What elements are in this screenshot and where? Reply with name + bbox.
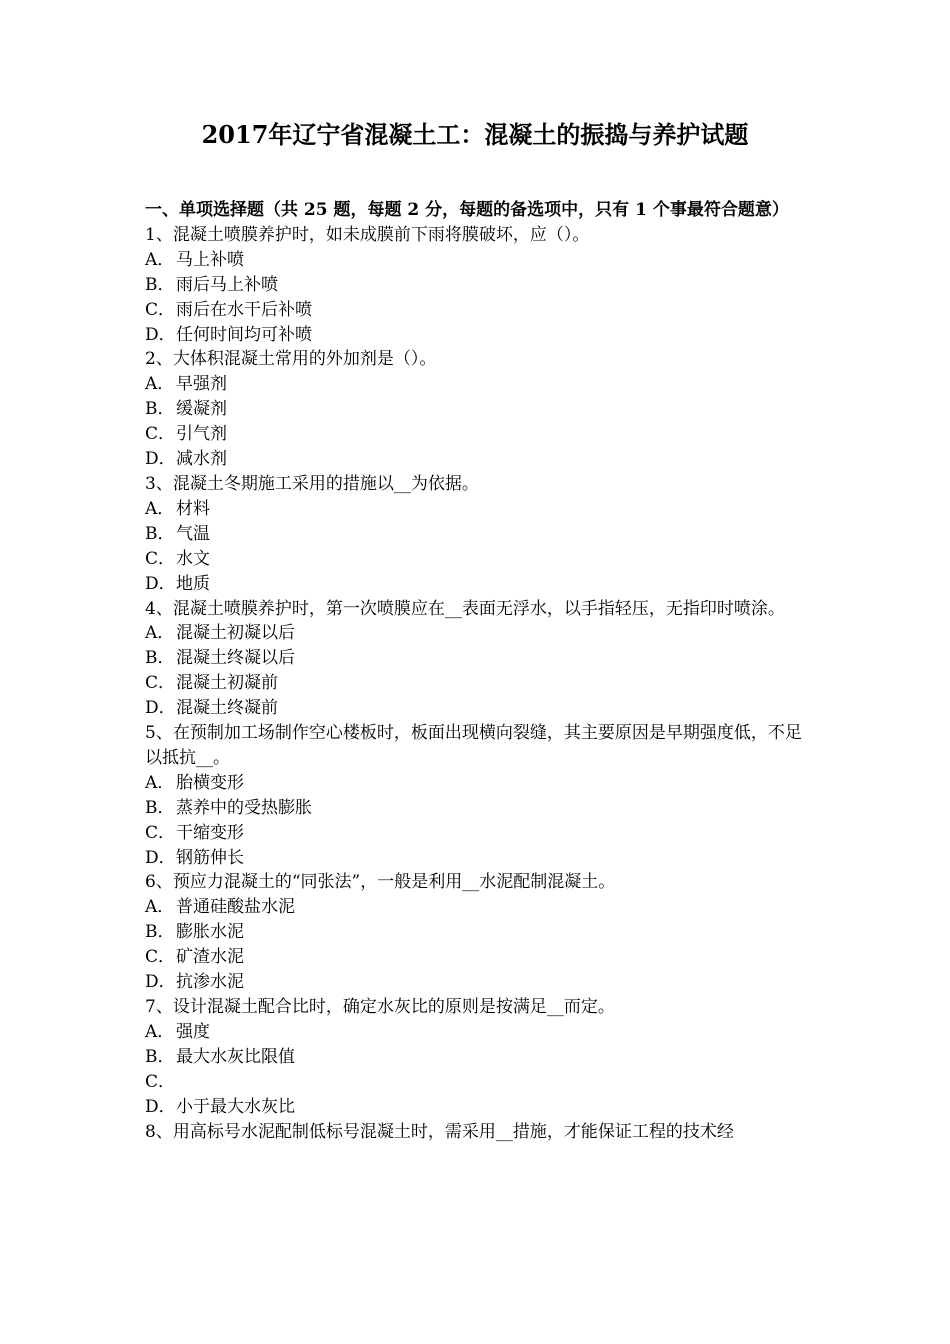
option-text: 地质 — [176, 573, 210, 594]
option-text: 小于最大水灰比 — [176, 1096, 295, 1117]
option-text: 材料 — [176, 498, 210, 519]
option-b — [145, 397, 810, 422]
option-letter: A． — [145, 623, 175, 644]
option-a — [145, 372, 810, 397]
option-b — [145, 1045, 810, 1070]
document-title: 2017年辽宁省混凝土工：混凝土的振捣与养护试题 — [201, 120, 749, 149]
option-text: 钢筋伸长 — [176, 847, 244, 868]
option-text: 雨后在水干后补喷 — [176, 299, 312, 320]
option-d — [145, 447, 810, 472]
option-letter: C． — [145, 548, 176, 569]
option-letter: A． — [145, 772, 175, 793]
option-letter: D． — [145, 972, 176, 993]
option-text: 缓凝剂 — [176, 399, 227, 420]
option-text: 引气剂 — [176, 424, 227, 445]
option-letter: B． — [145, 274, 175, 295]
option-letter: A． — [145, 897, 175, 918]
question-3 — [145, 472, 810, 597]
option-text: 混凝土终凝前 — [176, 698, 278, 719]
question-8 — [145, 1120, 810, 1145]
option-letter: B． — [145, 648, 175, 669]
option-text: 水文 — [176, 548, 210, 569]
option-d — [145, 323, 810, 348]
option-letter: D． — [145, 573, 176, 594]
document-body — [145, 198, 810, 1144]
option-text: 最大水灰比限值 — [176, 1046, 295, 1067]
option-c — [145, 945, 810, 970]
option-letter: D． — [145, 1096, 176, 1117]
question-text: 5、在预制加工场制作空心楼板时，板面出现横向裂缝，其主要原因是早期强度低，不足以抵抗__。 — [145, 723, 802, 768]
option-d — [145, 970, 810, 995]
option-letter: C． — [145, 1071, 176, 1092]
option-text: 任何时间均可补喷 — [176, 324, 312, 345]
option-c — [145, 671, 810, 696]
question-text: 2、大体积混凝土常用的外加剂是（）。 — [145, 349, 437, 370]
option-b — [145, 273, 810, 298]
option-letter: C． — [145, 299, 176, 320]
option-letter: C． — [145, 947, 176, 968]
option-b — [145, 522, 810, 547]
option-letter: B． — [145, 922, 175, 943]
option-letter: B． — [145, 1046, 175, 1067]
option-letter: C． — [145, 822, 176, 843]
option-letter: D． — [145, 847, 176, 868]
option-letter: B． — [145, 399, 175, 420]
option-a — [145, 771, 810, 796]
option-text: 减水剂 — [176, 449, 227, 470]
option-letter: D． — [145, 324, 176, 345]
option-c — [145, 298, 810, 323]
question-2 — [145, 347, 810, 472]
option-letter: D． — [145, 698, 176, 719]
question-4 — [145, 597, 810, 722]
question-6 — [145, 870, 810, 995]
question-text: 4、混凝土喷膜养护时，第一次喷膜应在__表面无浮水，以手指轻压，无指印时喷涂。 — [145, 598, 785, 619]
option-text: 混凝土初凝以后 — [176, 623, 295, 644]
option-text: 蒸养中的受热膨胀 — [176, 797, 312, 818]
option-text: 强度 — [176, 1021, 210, 1042]
option-letter: A． — [145, 498, 175, 519]
option-letter: D． — [145, 449, 176, 470]
option-a — [145, 895, 810, 920]
option-d — [145, 696, 810, 721]
option-c — [145, 1070, 810, 1095]
option-letter: B． — [145, 797, 175, 818]
option-c — [145, 821, 810, 846]
option-text: 干缩变形 — [176, 822, 244, 843]
option-d — [145, 1095, 810, 1120]
option-letter: A． — [145, 1021, 175, 1042]
option-text: 气温 — [176, 523, 210, 544]
question-7 — [145, 995, 810, 1120]
option-d — [145, 846, 810, 871]
question-text: 1、混凝土喷膜养护时，如未成膜前下雨将膜破坏，应（）。 — [145, 224, 590, 245]
option-c — [145, 547, 810, 572]
question-text: 8、用高标号水泥配制低标号混凝土时，需采用__措施，才能保证工程的技术经 — [145, 1121, 734, 1142]
option-b — [145, 646, 810, 671]
option-text: 雨后马上补喷 — [176, 274, 278, 295]
option-text: 马上补喷 — [176, 249, 244, 270]
option-b — [145, 920, 810, 945]
option-letter: C． — [145, 673, 176, 694]
option-text: 普通硅酸盐水泥 — [176, 897, 295, 918]
option-text: 胎横变形 — [176, 772, 244, 793]
question-1 — [145, 223, 810, 348]
section-heading: 一、单项选择题（共 25 题，每题 2 分，每题的备选项中，只有 1 个事最符合题意） — [145, 200, 789, 220]
option-text: 膨胀水泥 — [176, 922, 244, 943]
option-text: 矿渣水泥 — [176, 947, 244, 968]
option-letter: B． — [145, 523, 175, 544]
option-letter: C． — [145, 424, 176, 445]
question-text: 3、混凝土冬期施工采用的措施以__为依据。 — [145, 473, 479, 494]
option-b — [145, 796, 810, 821]
option-a — [145, 621, 810, 646]
option-text: 早强剂 — [176, 374, 227, 395]
option-c — [145, 422, 810, 447]
question-text: 7、设计混凝土配合比时，确定水灰比的原则是按满足__而定。 — [145, 997, 615, 1017]
option-letter: A． — [145, 249, 175, 270]
option-a — [145, 1020, 810, 1045]
option-text: 抗渗水泥 — [176, 972, 244, 993]
option-letter: A． — [145, 374, 175, 395]
question-text: 6、预应力混凝土的“同张法”，一般是利用__水泥配制混凝土。 — [145, 872, 616, 893]
option-d — [145, 572, 810, 597]
option-text: 混凝土终凝以后 — [176, 648, 295, 669]
option-a — [145, 248, 810, 273]
option-a — [145, 497, 810, 522]
option-text: 混凝土初凝前 — [176, 673, 278, 694]
question-5 — [145, 721, 810, 870]
